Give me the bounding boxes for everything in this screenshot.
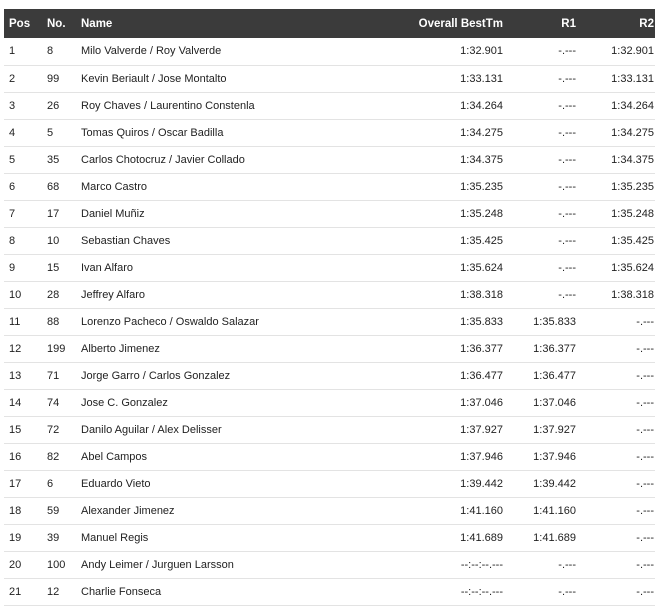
- cell-r2-time: -.---: [636, 450, 654, 463]
- cell-overall-best-time: 1:41.160: [460, 504, 503, 517]
- cell-pos: 10: [9, 288, 22, 301]
- table-row: [4, 308, 655, 335]
- results-table-header: [4, 9, 655, 38]
- cell-car-number: 10: [47, 234, 60, 247]
- cell-overall-best-time: 1:34.375: [460, 153, 503, 166]
- cell-driver-name: Jorge Garro / Carlos Gonzalez: [81, 369, 231, 382]
- cell-driver-name: Milo Valverde / Roy Valverde: [81, 45, 222, 58]
- cell-r2-time: -.---: [636, 477, 654, 490]
- cell-overall-best-time: 1:34.275: [460, 126, 503, 139]
- cell-r1-time: -.---: [558, 180, 576, 193]
- cell-driver-name: Marco Castro: [81, 180, 148, 193]
- cell-r1-time: 1:37.046: [533, 396, 576, 409]
- cell-driver-name: Kevin Beriault / Jose Montalto: [81, 72, 227, 85]
- cell-overall-best-time: 1:36.377: [460, 342, 503, 355]
- cell-r1-time: 1:41.689: [533, 531, 576, 544]
- cell-driver-name: Danilo Aguilar / Alex Delisser: [81, 423, 222, 436]
- table-row: [4, 65, 655, 92]
- cell-driver-name: Tomas Quiros / Oscar Badilla: [81, 126, 224, 139]
- cell-driver-name: Andy Leimer / Jurguen Larsson: [81, 558, 234, 571]
- cell-driver-name: Manuel Regis: [81, 531, 149, 544]
- cell-driver-name: Alberto Jimenez: [81, 342, 160, 355]
- cell-car-number: 82: [47, 450, 60, 463]
- cell-pos: 15: [9, 423, 22, 436]
- cell-overall-best-time: 1:33.131: [460, 72, 503, 85]
- cell-r2-time: -.---: [636, 558, 654, 571]
- cell-driver-name: Jose C. Gonzalez: [81, 396, 168, 409]
- cell-overall-best-time: 1:36.477: [460, 369, 503, 382]
- cell-r2-time: -.---: [636, 342, 654, 355]
- cell-r2-time: -.---: [636, 315, 654, 328]
- table-row: [4, 470, 655, 497]
- cell-r1-time: -.---: [558, 126, 576, 139]
- cell-r1-time: -.---: [558, 234, 576, 247]
- cell-pos: 7: [9, 207, 16, 220]
- cell-r2-time: 1:35.624: [611, 261, 654, 274]
- cell-overall-best-time: 1:37.927: [460, 423, 503, 436]
- cell-overall-best-time: 1:35.624: [460, 261, 503, 274]
- table-row: [4, 389, 655, 416]
- cell-r2-time: 1:35.235: [611, 180, 654, 193]
- table-row: [4, 335, 655, 362]
- cell-car-number: 26: [47, 99, 60, 112]
- cell-pos: 3: [9, 99, 16, 112]
- cell-car-number: 28: [47, 288, 60, 301]
- cell-driver-name: Sebastian Chaves: [81, 234, 171, 247]
- results-table-body: [4, 38, 655, 605]
- cell-r1-time: -.---: [558, 207, 576, 220]
- cell-driver-name: Charlie Fonseca: [81, 585, 162, 598]
- cell-r2-time: -.---: [636, 504, 654, 517]
- cell-r1-time: -.---: [558, 72, 576, 85]
- cell-car-number: 8: [47, 45, 54, 58]
- cell-r2-time: 1:34.264: [611, 99, 654, 112]
- cell-driver-name: Daniel Muñiz: [81, 207, 145, 220]
- cell-r1-time: -.---: [558, 261, 576, 274]
- cell-car-number: 88: [47, 315, 60, 328]
- cell-r1-time: -.---: [558, 585, 576, 598]
- cell-r1-time: 1:36.477: [533, 369, 576, 382]
- table-row: [4, 119, 655, 146]
- cell-overall-best-time: 1:37.046: [460, 396, 503, 409]
- cell-car-number: 68: [47, 180, 60, 193]
- cell-pos: 5: [9, 153, 16, 166]
- cell-pos: 6: [9, 180, 16, 193]
- table-row: [4, 443, 655, 470]
- header-name[interactable]: Name: [81, 17, 113, 30]
- cell-overall-best-time: 1:35.248: [460, 207, 503, 220]
- cell-pos: 20: [9, 558, 22, 571]
- cell-pos: 17: [9, 477, 22, 490]
- header-r1[interactable]: R1: [561, 17, 576, 30]
- cell-car-number: 59: [47, 504, 60, 517]
- cell-r2-time: 1:35.248: [611, 207, 654, 220]
- header-no[interactable]: No.: [47, 17, 66, 30]
- cell-r2-time: 1:38.318: [611, 288, 654, 301]
- table-row: [4, 416, 655, 443]
- cell-overall-best-time: 1:39.442: [460, 477, 503, 490]
- cell-pos: 19: [9, 531, 22, 544]
- cell-pos: 9: [9, 261, 16, 274]
- table-row: [4, 38, 655, 65]
- cell-overall-best-time: 1:32.901: [460, 45, 503, 58]
- cell-car-number: 17: [47, 207, 60, 220]
- table-row: [4, 362, 655, 389]
- cell-pos: 13: [9, 369, 22, 382]
- cell-overall-best-time: 1:34.264: [460, 99, 503, 112]
- cell-r1-time: -.---: [558, 288, 576, 301]
- cell-overall-best-time: 1:37.946: [460, 450, 503, 463]
- cell-overall-best-time: 1:41.689: [460, 531, 503, 544]
- cell-r1-time: 1:36.377: [533, 342, 576, 355]
- cell-car-number: 12: [47, 585, 60, 598]
- cell-driver-name: Ivan Alfaro: [81, 261, 133, 274]
- table-row: [4, 551, 655, 578]
- cell-r2-time: -.---: [636, 531, 654, 544]
- cell-car-number: 6: [47, 477, 54, 490]
- cell-car-number: 199: [47, 342, 66, 355]
- cell-driver-name: Carlos Chotocruz / Javier Collado: [81, 153, 245, 166]
- cell-pos: 18: [9, 504, 22, 517]
- table-row: [4, 578, 655, 605]
- cell-driver-name: Roy Chaves / Laurentino Constenla: [81, 99, 255, 112]
- cell-r2-time: 1:32.901: [611, 45, 654, 58]
- cell-overall-best-time: 1:38.318: [460, 288, 503, 301]
- cell-pos: 16: [9, 450, 22, 463]
- cell-driver-name: Alexander Jimenez: [81, 504, 175, 517]
- cell-car-number: 72: [47, 423, 60, 436]
- header-r2[interactable]: R2: [639, 17, 654, 30]
- cell-car-number: 39: [47, 531, 60, 544]
- cell-r2-time: 1:34.275: [611, 126, 654, 139]
- cell-overall-best-time: 1:35.235: [460, 180, 503, 193]
- cell-car-number: 100: [47, 558, 66, 571]
- cell-car-number: 35: [47, 153, 60, 166]
- table-row: [4, 146, 655, 173]
- cell-r1-time: -.---: [558, 153, 576, 166]
- cell-r2-time: -.---: [636, 396, 654, 409]
- cell-pos: 12: [9, 342, 22, 355]
- cell-pos: 21: [9, 585, 22, 598]
- cell-driver-name: Abel Campos: [81, 450, 148, 463]
- cell-pos: 8: [9, 234, 16, 247]
- cell-car-number: 99: [47, 72, 60, 85]
- table-row: [4, 497, 655, 524]
- header-overall-best-time[interactable]: Overall BestTm: [418, 17, 503, 30]
- cell-r1-time: 1:39.442: [533, 477, 576, 490]
- table-row: [4, 200, 655, 227]
- cell-car-number: 5: [47, 126, 54, 139]
- cell-r1-time: -.---: [558, 45, 576, 58]
- header-pos[interactable]: Pos: [9, 17, 31, 30]
- cell-pos: 1: [9, 45, 16, 58]
- results-table: [4, 9, 655, 606]
- table-row: [4, 227, 655, 254]
- table-row: [4, 524, 655, 551]
- cell-car-number: 15: [47, 261, 60, 274]
- cell-r1-time: -.---: [558, 558, 576, 571]
- table-row: [4, 281, 655, 308]
- cell-r1-time: 1:37.946: [533, 450, 576, 463]
- cell-overall-best-time: 1:35.425: [460, 234, 503, 247]
- cell-r2-time: -.---: [636, 369, 654, 382]
- cell-overall-best-time: --:--:--.---: [460, 585, 503, 598]
- cell-r2-time: 1:34.375: [611, 153, 654, 166]
- cell-r1-time: 1:35.833: [533, 315, 576, 328]
- cell-r2-time: 1:33.131: [611, 72, 654, 85]
- cell-car-number: 74: [47, 396, 60, 409]
- cell-r1-time: -.---: [558, 99, 576, 112]
- table-row: [4, 173, 655, 200]
- cell-r2-time: 1:35.425: [611, 234, 654, 247]
- cell-r1-time: 1:41.160: [533, 504, 576, 517]
- cell-r2-time: -.---: [636, 585, 654, 598]
- cell-pos: 11: [9, 315, 21, 328]
- table-row: [4, 254, 655, 281]
- cell-pos: 14: [9, 396, 22, 409]
- cell-overall-best-time: 1:35.833: [460, 315, 503, 328]
- cell-overall-best-time: --:--:--.---: [460, 558, 503, 571]
- cell-driver-name: Lorenzo Pacheco / Oswaldo Salazar: [81, 315, 259, 328]
- cell-pos: 4: [9, 126, 16, 139]
- table-row: [4, 92, 655, 119]
- cell-car-number: 71: [47, 369, 60, 382]
- cell-pos: 2: [9, 72, 16, 85]
- cell-r2-time: -.---: [636, 423, 654, 436]
- header-row: [4, 9, 655, 38]
- cell-driver-name: Jeffrey Alfaro: [81, 288, 145, 301]
- cell-r1-time: 1:37.927: [533, 423, 576, 436]
- cell-driver-name: Eduardo Vieto: [81, 477, 151, 490]
